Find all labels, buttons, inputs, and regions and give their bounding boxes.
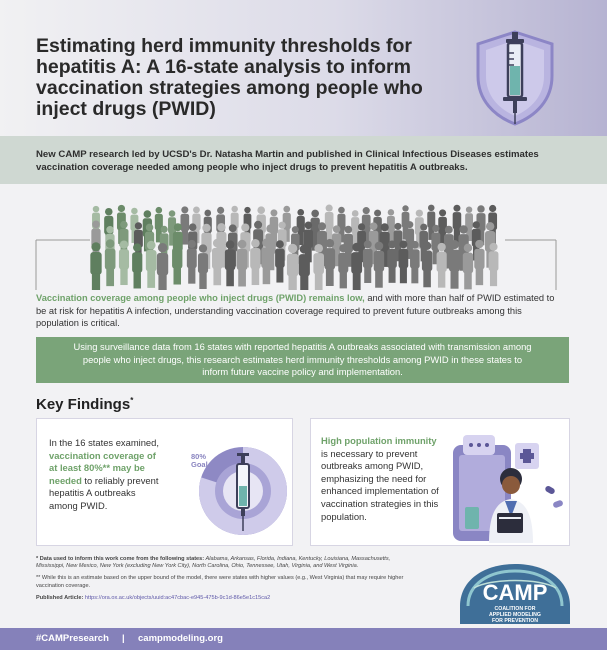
finding-card-coverage	[36, 418, 293, 546]
surveillance-text: Using surveillance data from 16 states with reported hepatitis A outbreaks associated with transmission among people who inject drugs, this research estimates herd immunity thresholds among PWID in these states to inform future vaccine policy and implementation.	[73, 341, 532, 378]
crowd-illustration	[0, 190, 607, 290]
key-findings-asterisk: *	[130, 396, 134, 405]
coverage-highlight: Vaccination coverage among people who inject drugs (PWID) remains low,	[36, 293, 365, 303]
finding1-highlight: vaccination coverage of at least 80%** may be needed	[49, 449, 156, 486]
finding2-text	[321, 435, 441, 523]
article-label: Published Article:	[36, 594, 84, 601]
coverage-goal-donut	[197, 441, 289, 541]
footnote-states-lead: * Data used to inform this work come from the following states:	[36, 556, 205, 562]
key-findings-title: Key Findings	[36, 396, 131, 413]
footer-website-link[interactable]: campmodeling.org	[138, 633, 223, 644]
footer-hashtag[interactable]: #CAMPresearch	[36, 633, 109, 644]
finding2-highlight: High population immunity	[321, 435, 437, 446]
article-link[interactable]: https://ora.ox.ac.uk/objects/uuid:ac47cbac-e945-475b-9c1d-86e5e1c15ca2	[83, 594, 271, 601]
crowd-person	[299, 244, 310, 290]
crowd-person	[287, 244, 298, 290]
crowd-person	[90, 242, 101, 290]
footnote-upper-bound: ** While this is an estimate based on the upper bound of the model, there were states with higher values (e.g., West Virginia) that may require higher vaccination coverage.	[36, 575, 404, 589]
header-banner	[0, 0, 607, 136]
footnote-article	[36, 595, 406, 602]
footer-separator: |	[122, 633, 125, 644]
surveillance-banner	[36, 337, 569, 383]
vaccine-shield-icon	[470, 28, 560, 128]
intro-text: New CAMP research led by UCSD's Dr. Natasha Martin and published in Clinical Infectious Diseases estimates vaccination coverage needed among people who inject drugs to prevent hepatitis A outbreaks.	[36, 149, 539, 173]
crowd-person	[119, 240, 129, 285]
camp-logo	[450, 558, 580, 628]
logo-tagline-1: COALITION FOR	[494, 606, 536, 612]
coverage-rest: and with more than half of PWID estimated to be at risk for hepatitis A infection, understanding vaccination coverage required to prevent future outbreaks among this population is critical.	[36, 293, 555, 328]
footer-bar	[0, 628, 607, 650]
logo-name: CAMP	[482, 580, 548, 605]
footnote-states-list: Alabama, Arkansas, Florida, Indiana, Kentucky, Louisiana, Massachusetts, Mississippi, New Mexico, New York (excluding New York City), North Carolina, Ohio, Tennessee, Utah, Virginia, and West Virginia.	[36, 556, 391, 570]
doctor-illustration-icon	[441, 427, 569, 545]
page-title: Estimating herd immunity thresholds for hepatitis A: A 16-state analysis to inform vaccination strategies among people who inject drugs (PWID)	[36, 35, 423, 120]
finding1-text	[49, 437, 161, 513]
logo-tagline-2: APPLIED MODELING	[489, 612, 541, 618]
footnotes	[36, 556, 406, 607]
footnote-states	[36, 556, 406, 570]
logo-tagline-3: FOR PREVENTION	[491, 618, 539, 624]
intro-section	[0, 136, 607, 184]
key-findings-heading	[36, 396, 133, 413]
finding1-pre: In the 16 states examined,	[49, 437, 159, 448]
finding1-post: to reliably prevent hepatitis A outbreaks among PWID.	[49, 474, 159, 511]
goal-value: 80%	[191, 452, 207, 461]
goal-word: Goal	[191, 460, 208, 469]
finding2-post: is necessary to prevent outbreaks among PWID, emphasizing the need for enhanced implementation of vaccination strategies in this population.	[321, 447, 439, 522]
finding-card-immunity	[310, 418, 570, 546]
coverage-text	[36, 292, 556, 330]
